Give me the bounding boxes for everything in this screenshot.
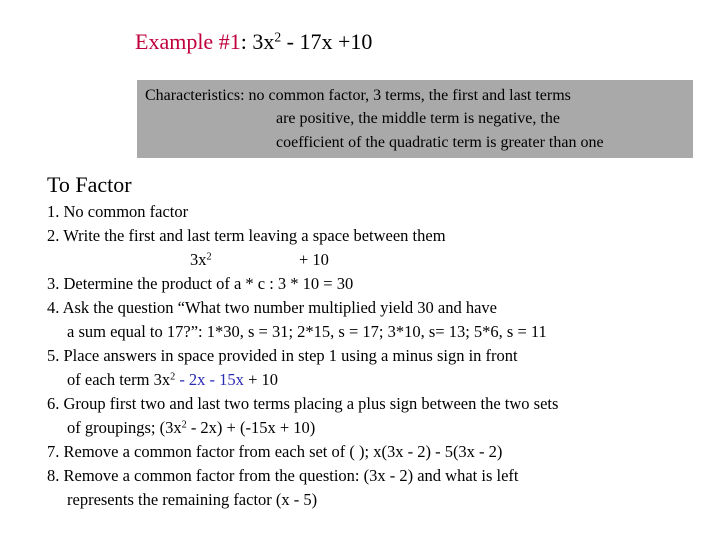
example-title	[135, 29, 372, 55]
step-8-line-2: represents the remaining factor (x - 5)	[67, 490, 318, 509]
step-5-highlight: - 2x - 15x	[175, 370, 244, 389]
step-1: 1. No common factor	[47, 202, 189, 221]
example-label: Example #1	[135, 29, 241, 54]
example-colon: :	[240, 29, 247, 54]
to-factor-heading: To Factor	[47, 172, 132, 197]
step-7: 7. Remove a common factor from each set of ( ); x(3x - 2) - 5(3x - 2)	[47, 442, 503, 461]
characteristics-box	[137, 80, 693, 158]
characteristics-line-3: coefficient of the quadratic term is greater than one	[276, 134, 604, 151]
step-6-line-1: 6. Group first two and last two terms placing a plus sign between the two sets	[47, 394, 559, 413]
step-4-line-2: a sum equal to 17?”: 1*30, s = 31; 2*15, s = 17; 3*10, s= 13; 5*6, s = 11	[67, 322, 547, 341]
step-2-term-2: + 10	[299, 250, 329, 269]
step-3: 3. Determine the product of a * c : 3 * 10 = 30	[47, 274, 354, 293]
step-2-term-1: $3x^2$	[190, 250, 212, 269]
step-6-line-2: of groupings; $(3x^2 - 2x) + (-15x + 10)$	[67, 418, 316, 437]
step-2: 2. Write the first and last term leaving a space between them	[47, 226, 446, 245]
step-8-line-1: 8. Remove a common factor from the question: (3x - 2) and what is left	[47, 466, 519, 485]
characteristics-line-2: are positive, the middle term is negative, the	[276, 110, 560, 127]
characteristics-line-1: Characteristics: no common factor, 3 terms, the first and last terms	[145, 87, 571, 104]
step-4-line-1: 4. Ask the question “What two number multiplied yield 30 and have	[47, 298, 497, 317]
example-expression: $3x^2 - 17x +10$	[252, 29, 373, 54]
step-5-line-1: 5. Place answers in space provided in step 1 using a minus sign in front	[47, 346, 518, 365]
step-5-line-2: of each term $3x^2 - 2x - 15x + 10$	[67, 370, 278, 389]
